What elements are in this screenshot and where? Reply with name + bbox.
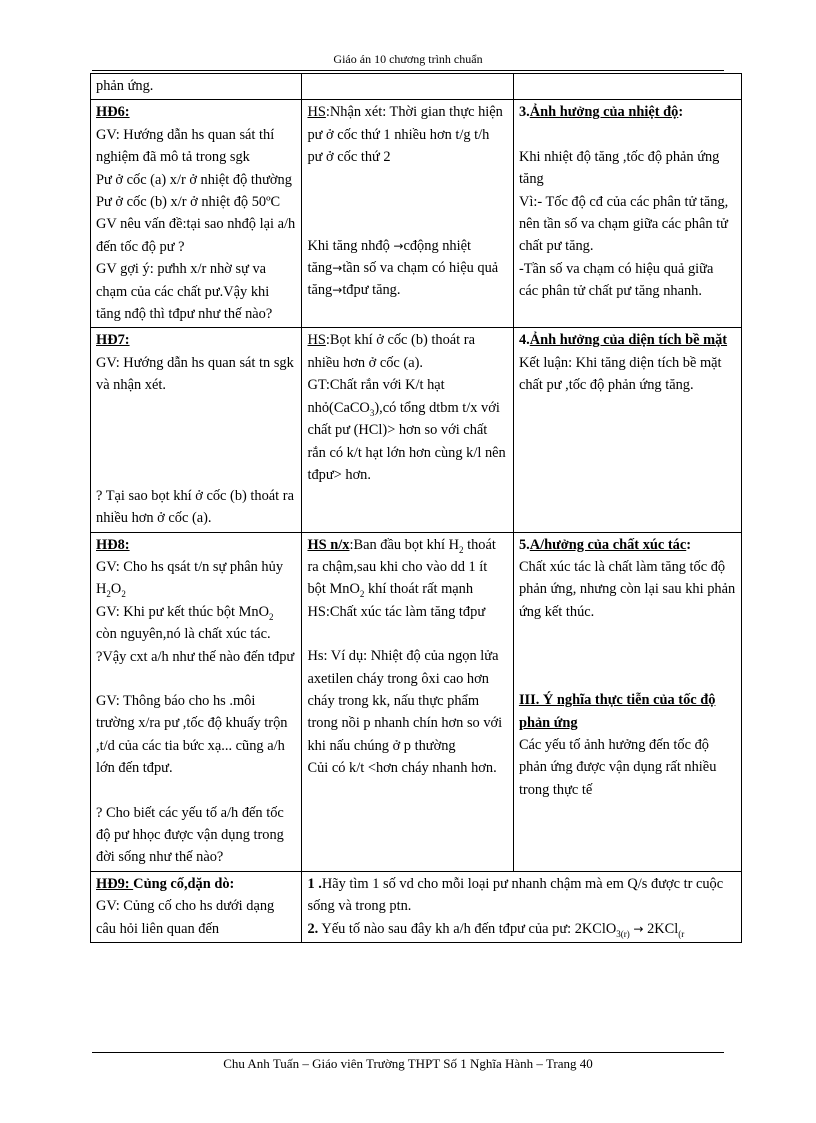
subscript: (r bbox=[678, 928, 685, 939]
cell-hd8-student bbox=[302, 532, 513, 871]
hd8-text: :Ban đầu bọt khí H bbox=[349, 536, 459, 553]
cell-hd7-teacher bbox=[91, 328, 302, 532]
arrow-icon: → bbox=[393, 238, 404, 253]
hd6-teacher-line: Pư ở cốc (a) x/r ở nhiệt độ thường bbox=[96, 171, 292, 188]
spacer bbox=[519, 623, 736, 689]
hd8-student-label: HS n/x bbox=[307, 536, 350, 553]
hd6-content-line: -Tần số va chạm có hiệu quả giữa các phân tử chất pư tăng nhanh. bbox=[518, 260, 714, 300]
hd8-teacher-question: ?Vậy cxt a/h như thế nào đến tđpư bbox=[96, 648, 295, 665]
arrow-icon: → bbox=[633, 921, 644, 936]
cell-hd8-content bbox=[513, 532, 741, 871]
spacer bbox=[307, 169, 507, 235]
hd7-section-heading bbox=[519, 329, 736, 351]
hd6-teacher-line: Pư ở cốc (b) x/r ở nhiệt độ 50ºC bbox=[96, 194, 281, 211]
hd8-teacher-question: ? Cho biết các yếu tố a/h đến tốc độ pư hhọc được vận dụng trong đời sống như thế nào? bbox=[96, 804, 284, 866]
hd8-text: GV: Khi pư kết thúc bột MnO bbox=[96, 603, 270, 620]
hd9-subtitle: Củng cố,dặn dò: bbox=[133, 875, 235, 892]
page-header: Giáo án 10 chương trình chuẩn bbox=[333, 52, 483, 66]
cell-hd6-content bbox=[513, 100, 741, 328]
hd8-section-number: 5. bbox=[518, 536, 530, 553]
arrow-icon: → bbox=[332, 283, 343, 298]
section-iii-heading: III. Ý nghĩa thực tiễn của tốc độ phản ứng bbox=[518, 692, 716, 731]
hd7-teacher-question: ? Tại sao bọt khí ở cốc (b) thoát ra nhiều hơn ở cốc (a). bbox=[96, 487, 294, 527]
cell-hd6-teacher bbox=[91, 100, 302, 328]
hd6-teacher-line: GV: Hướng dẫn hs quan sát thí nghiệm đã mô tả trong sgk bbox=[96, 126, 275, 166]
hd8-text: thoát ra chậm,sau khi cho vào dd 1 ít bột MnO bbox=[307, 536, 496, 598]
cell-hd8-teacher bbox=[91, 532, 302, 871]
hd7-expl-part: GT:Chất rắn với K/t hạt nhỏ(CaCO bbox=[307, 377, 445, 416]
lesson-table bbox=[90, 73, 742, 943]
hd7-section-title: Ảnh hưởng của diện tích bề mặt bbox=[529, 332, 728, 349]
cell-hd9-questions bbox=[302, 871, 742, 942]
table-row-hd9 bbox=[91, 871, 742, 942]
hd6-expl-part: cđộng nhiệt tăng bbox=[307, 237, 472, 277]
spacer bbox=[307, 623, 507, 645]
page-footer: Chu Anh Tuấn – Giáo viên Trường THPT Số 1 Nghĩa Hành – Trang 40 bbox=[223, 1056, 593, 1071]
hd6-student-explanation bbox=[307, 235, 507, 302]
hd9-heading bbox=[96, 873, 296, 895]
hd8-student-observation bbox=[307, 534, 507, 601]
table-row-hd8 bbox=[91, 532, 742, 871]
cell-hd7-student bbox=[302, 328, 513, 532]
hd7-teacher-line: GV: Hướng dẫn hs quan sát tn sgk và nhận xét. bbox=[96, 354, 294, 394]
hd9-title: HĐ9: bbox=[96, 875, 134, 892]
cell-continuation-content bbox=[513, 74, 741, 100]
hd8-content-line: Chất xúc tác là chất làm tăng tốc độ phản ứng, nhưng còn lại sau khi phản ứng kết thúc. bbox=[518, 558, 736, 620]
hd6-teacher-line: GV nêu vấn đề:tại sao nhđộ lại a/h đến tốc độ pư ? bbox=[96, 216, 296, 255]
table-row-hd6 bbox=[91, 100, 742, 328]
cell-continuation-teacher: phản ứng. bbox=[91, 74, 302, 100]
hd6-content-line: Khi nhiệt độ tăng ,tốc độ phản ứng tăng bbox=[518, 148, 720, 188]
hd7-title: HĐ7: bbox=[96, 332, 130, 349]
hd6-section-heading bbox=[519, 101, 736, 123]
hd8-section-colon: : bbox=[686, 536, 692, 553]
hd8-text: GV: Cho hs qsát t/n sự phân hủy H bbox=[96, 558, 284, 598]
header-rule bbox=[92, 70, 724, 71]
hd6-expl-part: tần số va chạm có hiệu quả tăng bbox=[307, 260, 499, 299]
spacer bbox=[96, 780, 296, 802]
question-text: 2KCl bbox=[643, 920, 679, 937]
hd8-teacher-line: GV: Thông báo cho hs .môi trường x/ra pư ,tốc độ khuấy trộn ,t/d của các tia bức xạ... cũng a/h lớn đến tđpư. bbox=[96, 692, 288, 777]
hd6-teacher-line: GV gợi ý: pưhh x/r nhờ sự va chạm của các chất pư.Vậy khi tăng nđộ thì tđpư như thế nào? bbox=[96, 261, 273, 323]
hd7-student-observation bbox=[307, 329, 507, 374]
subscript: 2 bbox=[359, 589, 365, 600]
hd9-teacher-line: GV: Củng cố cho hs dưới dạng câu hỏi liên quan đến bbox=[96, 898, 275, 937]
cell-hd7-content bbox=[513, 328, 741, 532]
hd7-section-number: 4. bbox=[518, 332, 530, 349]
hd7-student-label: HS bbox=[307, 332, 326, 349]
hd8-teacher-line bbox=[96, 556, 296, 601]
subscript: 2 bbox=[121, 589, 126, 600]
cell-continuation-student bbox=[302, 74, 513, 100]
question-number: 1 . bbox=[307, 875, 322, 892]
spacer bbox=[96, 397, 296, 485]
subscript: 2 bbox=[459, 544, 464, 555]
question-text: Yếu tố nào sau đây kh a/h đến tđpư của pư: 2KClO bbox=[318, 920, 617, 937]
footer-rule bbox=[92, 1052, 724, 1053]
hd6-student-text: :Nhận xét: Thời gian thực hiện pư ở cốc thứ 1 nhiều hơn t/g t/h pư ở cốc thứ 2 bbox=[307, 104, 503, 166]
hd8-title: HĐ8: bbox=[96, 536, 130, 553]
hd6-expl-part: tđpư tăng. bbox=[342, 282, 401, 299]
hd9-question-2 bbox=[307, 918, 736, 940]
hd6-section-number: 3. bbox=[518, 104, 530, 121]
subscript: 3 bbox=[369, 407, 375, 418]
hd8-student-line: Củi có k/t <hơn cháy nhanh hơn. bbox=[307, 760, 497, 777]
hd8-section-title: A/hưởng của chất xúc tác bbox=[529, 536, 687, 553]
table-row-continuation bbox=[91, 74, 742, 100]
cell-hd6-student bbox=[302, 100, 513, 328]
hd7-student-text: :Bọt khí ở cốc (b) thoát ra nhiều hơn ở cốc (a). bbox=[307, 332, 475, 371]
hd6-title: HĐ6: bbox=[96, 104, 130, 121]
cell-hd9-teacher bbox=[91, 871, 302, 942]
subscript: 2 bbox=[269, 611, 274, 622]
hd8-text: khí thoát rất mạnh bbox=[364, 581, 474, 598]
hd8-teacher-line bbox=[96, 601, 296, 646]
section-iii-line: Các yếu tố ảnh hưởng đến tốc độ phản ứng được vận dụng rất nhiều trong thực tế bbox=[518, 736, 717, 798]
hd8-text: O bbox=[110, 581, 122, 598]
hd8-text: còn nguyên,nó là chất xúc tác. bbox=[96, 626, 271, 643]
subscript: 3(r) bbox=[616, 928, 630, 939]
hd6-section-title: Ảnh hưởng của nhiệt độ bbox=[529, 104, 679, 121]
spacer bbox=[96, 668, 296, 690]
subscript: 2 bbox=[106, 589, 111, 600]
hd7-expl-part: ),có tổng dtbm t/x với chất pư (HCl)> hơn so với chất rắn có k/t hạt lớn hơn cùng k/l nên tđpư> hơn. bbox=[307, 399, 506, 483]
question-number: 2. bbox=[307, 920, 319, 937]
hd6-content-line: Vì:- Tốc độ cđ của các phân tử tăng, nên tần số va chạm giữa các phân tử chất pư tăng. bbox=[518, 193, 729, 255]
arrow-icon: → bbox=[332, 261, 343, 276]
hd8-student-line: HS:Chất xúc tác làm tăng tđpư bbox=[307, 603, 486, 620]
hd8-student-example: Hs: Ví dụ: Nhiệt độ của ngọn lửa axetilen cháy trong ôxi cao hơn cháy trong kk, nấu thực phẩm trong nồi p nhanh chín hơn so với khi nấu chúng ở p thường bbox=[307, 648, 503, 754]
hd6-student-observation bbox=[307, 101, 507, 168]
hd6-expl-part: Khi tăng nhđộ bbox=[307, 237, 394, 254]
hd7-student-explanation bbox=[307, 374, 507, 486]
spacer bbox=[519, 124, 736, 146]
hd9-question-1 bbox=[307, 873, 736, 918]
question-text: Hãy tìm 1 số vd cho mỗi loại pư nhanh chậm mà em Q/s được tr cuộc sống và trong ptn. bbox=[307, 875, 724, 915]
hd6-student-label: HS bbox=[307, 104, 326, 121]
hd6-section-colon: : bbox=[678, 104, 684, 121]
hd8-section-heading bbox=[519, 534, 736, 556]
table-row-hd7 bbox=[91, 328, 742, 532]
hd7-content-line: Kết luận: Khi tăng diện tích bề mặt chất pư ,tốc độ phản ứng tăng. bbox=[518, 354, 722, 394]
